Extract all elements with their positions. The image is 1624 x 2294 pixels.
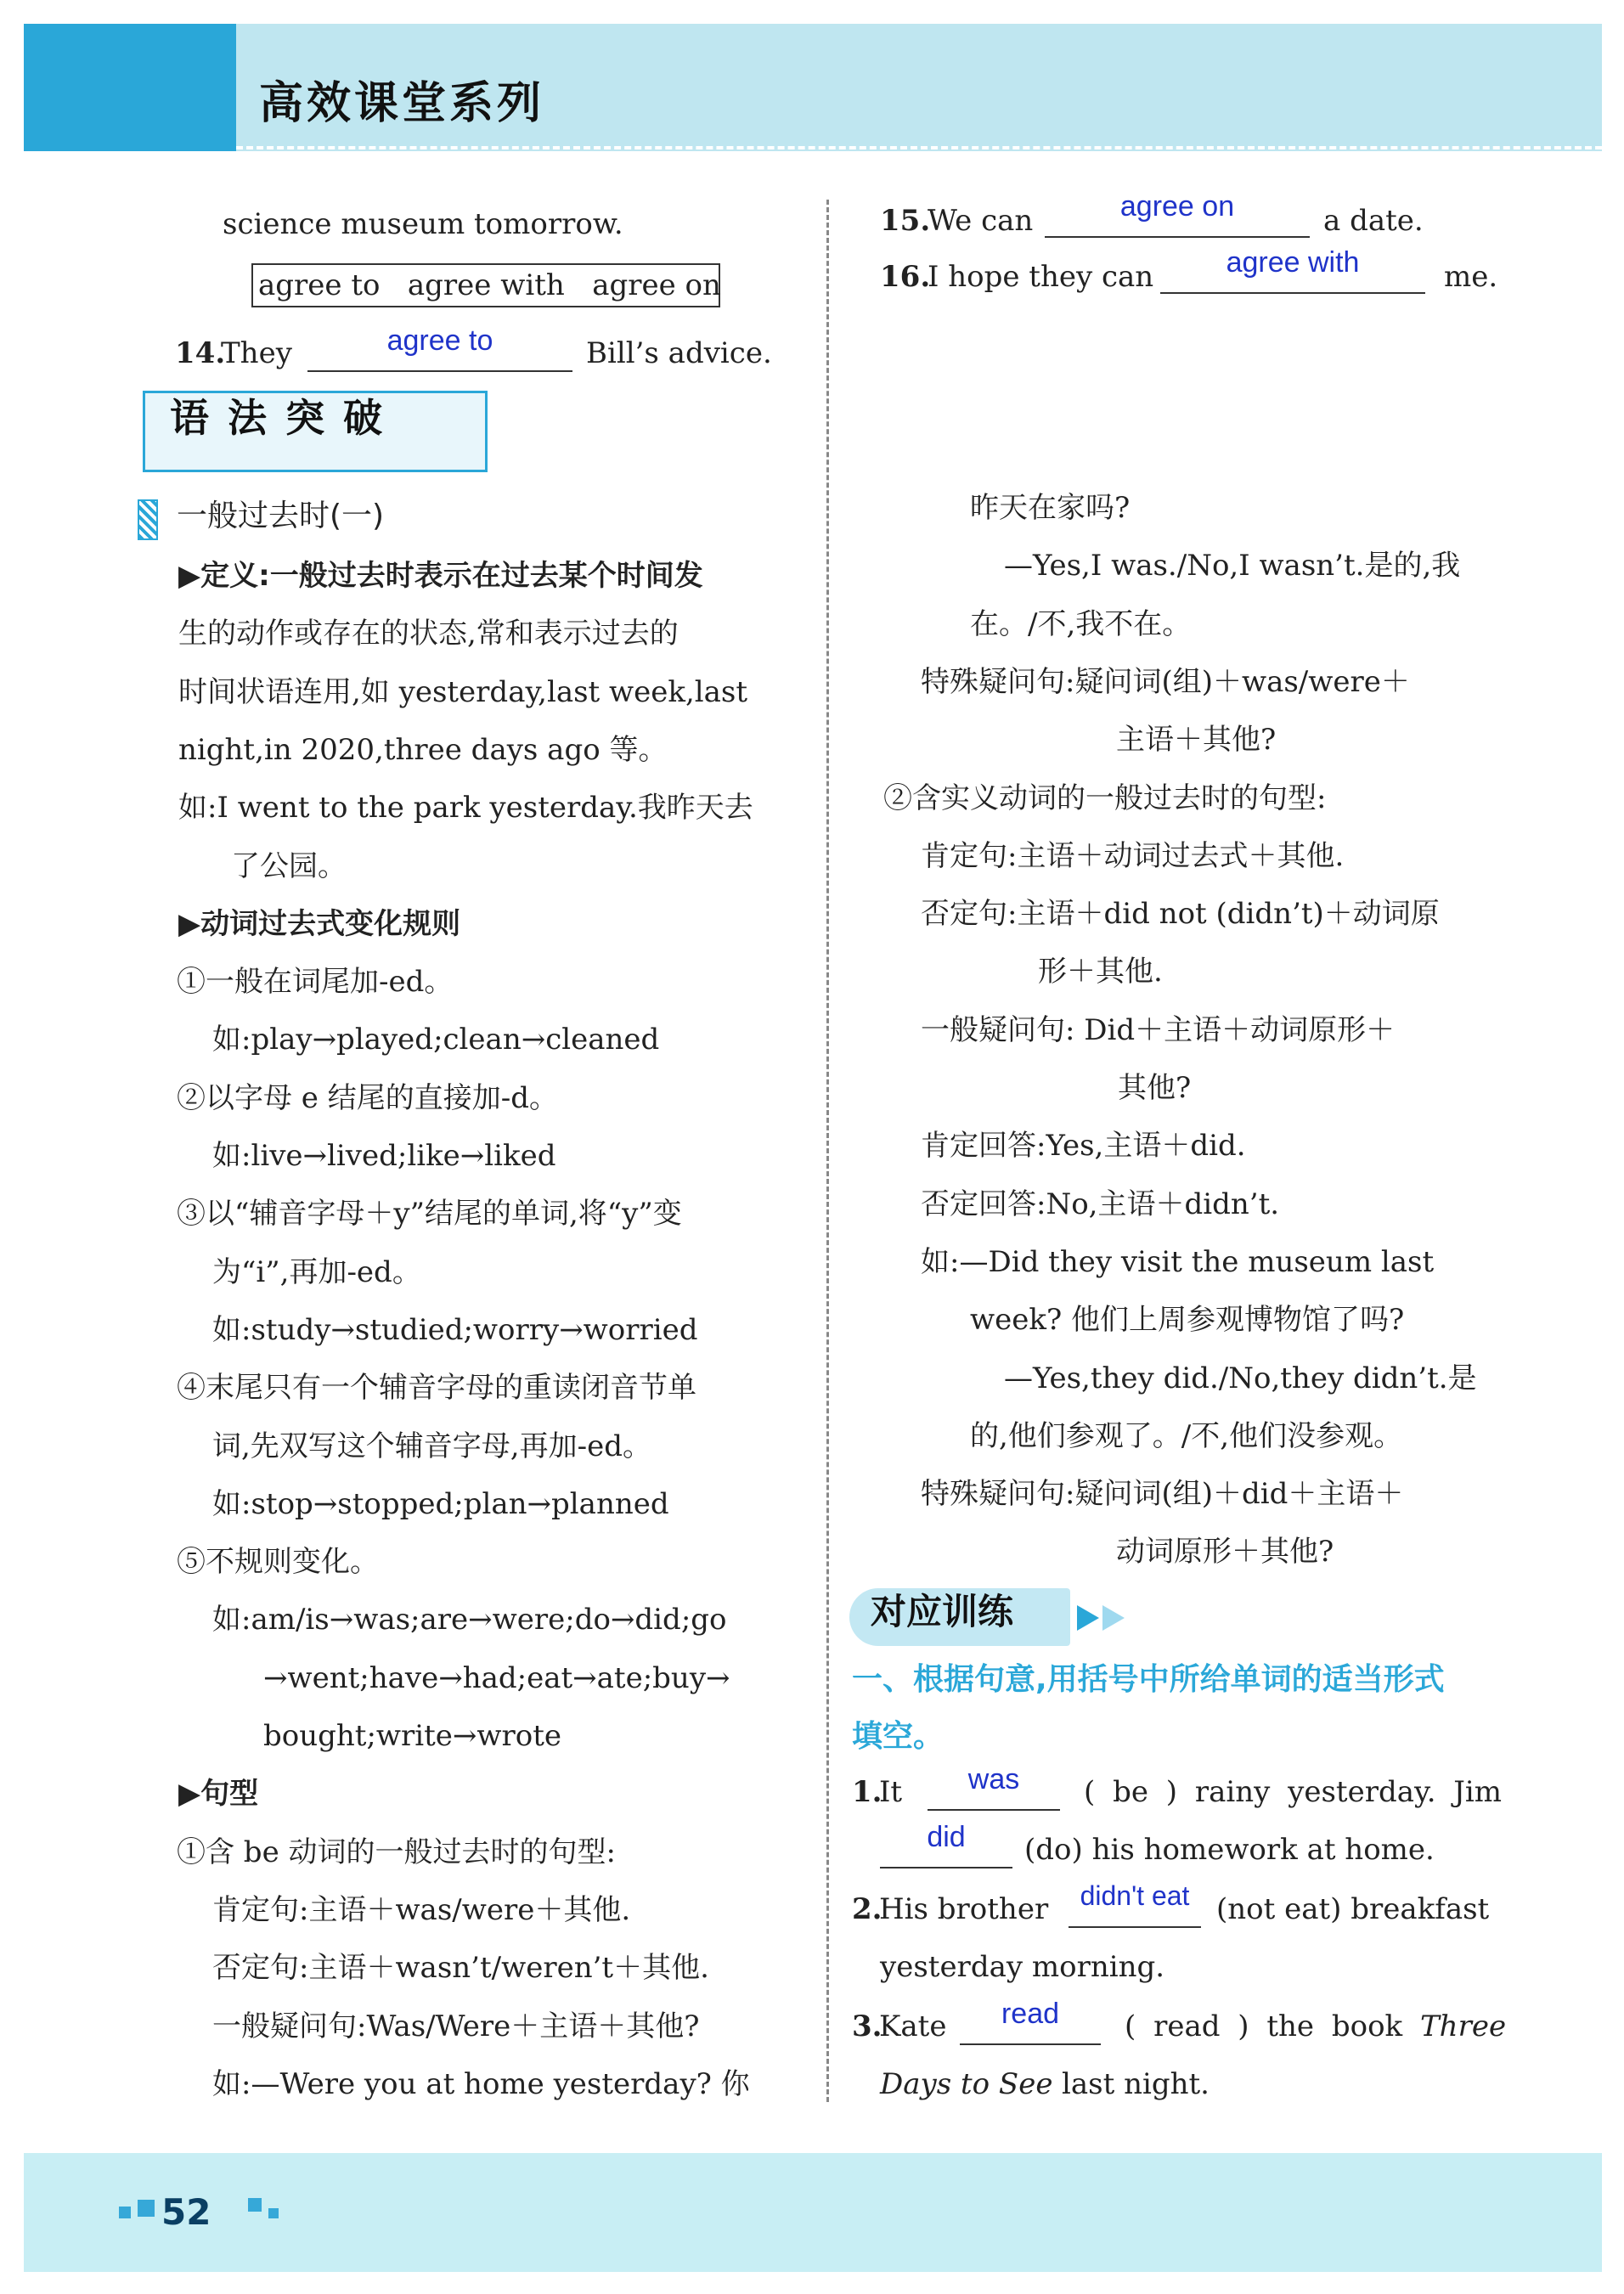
grammar-line: 肯定句:主语＋动词过去式＋其他. <box>921 838 1345 873</box>
grammar-line: 否定句:主语＋did not (didn’t)＋动词原 <box>921 897 1440 932</box>
grammar-line: 如:I went to the park yesterday.我昨天去 <box>178 791 753 826</box>
grammar-line: 如:live→lived;like→liked <box>212 1139 556 1173</box>
answer-blank <box>928 1809 1060 1811</box>
answer-blank <box>880 1867 1012 1868</box>
grammar-line: 一般疑问句:Was/Were＋主语＋其他? <box>212 2009 700 2043</box>
book-title: Days to See <box>880 2067 1053 2101</box>
question-text: Bill’s advice. <box>586 336 772 370</box>
question-text: They <box>221 336 292 370</box>
answer-blank <box>1160 292 1425 294</box>
grammar-line: →went;have→had;eat→ate;buy→ <box>263 1660 730 1695</box>
answer-q14: agree to <box>386 324 493 357</box>
question-text: His brother <box>879 1892 1049 1926</box>
grammar-line: week? 他们上周参观博物馆了吗? <box>970 1303 1405 1338</box>
practice-title: 对应训练 <box>871 1591 1014 1632</box>
word-options: agree to agree with agree on <box>258 268 721 302</box>
grammar-line: 肯定回答:Yes,主语＋did. <box>921 1129 1246 1164</box>
answer-blank <box>1045 236 1310 238</box>
answer-blank <box>960 2043 1101 2045</box>
footer-band <box>24 2153 1602 2272</box>
question-text: I hope they can <box>928 260 1154 294</box>
answer-q15: agree on <box>1119 190 1235 223</box>
question-text: yesterday morning. <box>880 1950 1165 1984</box>
grammar-line: 主语＋其他? <box>1116 723 1277 758</box>
question-number: 2. <box>852 1892 882 1926</box>
question-number: 16. <box>880 260 931 294</box>
pencil-icon <box>138 499 158 540</box>
grammar-line: 如:—Did they visit the museum last <box>921 1244 1435 1279</box>
question-number: 14. <box>175 336 226 370</box>
grammar-line: 动词原形＋其他? <box>1116 1535 1334 1570</box>
exercise-instruction: 一、根据句意,用括号中所给单词的适当形式 <box>852 1662 1445 1697</box>
question-text: (do) his homework at home. <box>1024 1833 1435 1867</box>
grammar-line: 词,先双写这个辅音字母,再加-ed。 <box>212 1429 651 1463</box>
grammar-section-title: 语法突破 <box>170 395 401 441</box>
header-dashed-line <box>236 146 1602 149</box>
answer-q1a: was <box>967 1763 1020 1795</box>
grammar-subheading: ▶句型 <box>178 1777 259 1812</box>
question-number: 3. <box>852 2009 882 2043</box>
grammar-subheading: ▶定义:一般过去时表示在过去某个时间发 <box>178 559 703 593</box>
question-text: It <box>879 1775 903 1809</box>
grammar-line: 了公园。 <box>231 848 347 883</box>
grammar-line: ②以字母 e 结尾的直接加-d。 <box>177 1080 558 1115</box>
header-accent-bar <box>24 24 236 151</box>
grammar-line: 昨天在家吗? <box>970 491 1131 525</box>
grammar-line: bought;write→wrote <box>263 1719 562 1753</box>
question-number: 1. <box>852 1775 882 1809</box>
grammar-line: —Yes,they did./No,they didn’t.是 <box>1004 1361 1477 1395</box>
question-text: ( be ) rainy yesterday. Jim <box>1084 1775 1503 1809</box>
question-text: me. <box>1444 260 1498 294</box>
grammar-line: ④末尾只有一个辅音字母的重读闭音节单 <box>177 1371 696 1406</box>
grammar-line: 如:stop→stopped;plan→planned <box>212 1486 669 1521</box>
grammar-line: 否定句:主语＋wasn’t/weren’t＋其他. <box>212 1951 709 1986</box>
grammar-line: ②含实义动词的一般过去时的句型: <box>883 781 1327 815</box>
decor-square <box>119 2207 131 2218</box>
grammar-line: 时间状语连用,如 yesterday,last week,last <box>178 674 748 709</box>
question-text: ( read ) the book <box>1125 2009 1403 2043</box>
book-title: Three <box>1420 2009 1507 2043</box>
grammar-line: ③以“辅音字母＋y”结尾的单词,将“y”变 <box>177 1197 682 1232</box>
grammar-line: 的,他们参观了。/不,他们没参观。 <box>970 1418 1403 1453</box>
grammar-line: 如:am/is→was;are→were;do→did;go <box>212 1603 727 1637</box>
grammar-line: night,in 2020,three days ago 等。 <box>178 732 668 767</box>
decor-square <box>248 2198 262 2212</box>
answer-q1b: did <box>927 1821 966 1853</box>
grammar-line: ①含 be 动词的一般过去时的句型: <box>177 1835 616 1869</box>
question-text: We can <box>928 204 1034 238</box>
question-text: a date. <box>1323 204 1424 238</box>
grammar-subheading: ▶动词过去式变化规则 <box>178 906 461 941</box>
decor-square <box>268 2208 279 2218</box>
arrow-icon <box>1077 1605 1099 1631</box>
grammar-topic: 一般过去时(一) <box>177 499 385 533</box>
grammar-line: ⑤不规则变化。 <box>177 1545 379 1580</box>
grammar-line: 如:play→played;clean→cleaned <box>212 1023 660 1057</box>
grammar-line: 如:study→studied;worry→worried <box>212 1312 698 1347</box>
series-title: 高效课堂系列 <box>259 78 545 129</box>
answer-blank <box>307 370 572 372</box>
question-number: 15. <box>880 204 931 238</box>
question-text: (not eat) breakfast <box>1216 1892 1490 1926</box>
answer-blank <box>1069 1926 1201 1928</box>
grammar-line: 一般疑问句: Did＋主语＋动词原形＋ <box>921 1012 1396 1047</box>
arrow-icon <box>1102 1605 1125 1631</box>
answer-q3: read <box>1001 1998 1060 2030</box>
decor-square <box>138 2200 155 2217</box>
page-number: 52 <box>161 2191 211 2233</box>
grammar-line: —Yes,I was./No,I wasn’t.是的,我 <box>1004 549 1461 583</box>
grammar-line: 其他? <box>1118 1071 1192 1105</box>
continued-sentence: science museum tomorrow. <box>223 207 623 241</box>
grammar-line: 如:—Were you at home yesterday? 你 <box>212 2066 750 2101</box>
grammar-line: 形＋其他. <box>1038 955 1163 989</box>
question-text: last night. <box>1062 2067 1210 2101</box>
question-text: Kate <box>879 2009 947 2043</box>
grammar-line: 在。/不,我不在。 <box>970 606 1192 641</box>
answer-q2: didn't eat <box>1080 1880 1190 1911</box>
grammar-line: 特殊疑问句:疑问词(组)＋was/were＋ <box>921 664 1410 699</box>
column-divider <box>826 200 829 2102</box>
grammar-line: ①一般在词尾加-ed。 <box>177 965 454 1000</box>
grammar-line: 肯定句:主语＋was/were＋其他. <box>212 1892 631 1927</box>
exercise-instruction: 填空。 <box>852 1719 945 1754</box>
grammar-line: 特殊疑问句:疑问词(组)＋did＋主语＋ <box>921 1477 1404 1512</box>
grammar-line: 生的动作或存在的状态,常和表示过去的 <box>178 617 679 651</box>
answer-q16: agree with <box>1226 246 1360 279</box>
grammar-line: 否定回答:No,主语＋didn’t. <box>921 1186 1280 1221</box>
grammar-line: 为“i”,再加-ed。 <box>212 1254 421 1289</box>
